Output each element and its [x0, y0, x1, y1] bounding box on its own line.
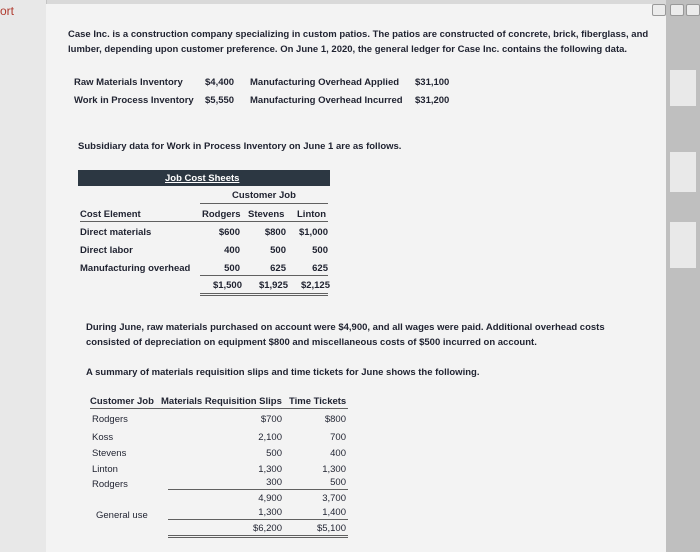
- summary-text: A summary of materials requisition slips and time tickets for June shows the following.: [86, 367, 480, 378]
- req-job: Rodgers: [92, 479, 128, 490]
- side-thumbnail: [670, 152, 696, 192]
- req-header-time: Time Tickets: [289, 396, 347, 407]
- total-cell: $1,925: [258, 280, 288, 291]
- corner-label: ort: [0, 4, 15, 18]
- cell: $600: [218, 227, 240, 238]
- req-job: Linton: [92, 464, 118, 475]
- double-rule: [200, 293, 328, 294]
- intro-paragraph: Case Inc. is a construction company specializing in custom patios. The patios are constructed of concrete, brick, fiberglass, and lumber, depending upon customer preference. On June 1, 2020, the general ledger for Case Inc. contains the following data.: [68, 29, 649, 55]
- total-rule: [200, 275, 328, 276]
- req-general-materials: 1,300: [258, 507, 282, 518]
- ledger-moh-incurred-label: Manufacturing Overhead Incurred: [250, 95, 403, 106]
- req-materials: 500: [266, 448, 282, 459]
- col-rodgers: Rodgers: [202, 209, 241, 220]
- req-time: 1,300: [322, 464, 346, 475]
- header-rule: [200, 203, 328, 204]
- left-window-strip: [0, 0, 47, 552]
- ledger-raw-label: Raw Materials Inventory: [74, 77, 183, 88]
- req-subtotal-materials: 4,900: [258, 493, 282, 504]
- row-label: Direct labor: [80, 245, 133, 256]
- req-materials: 2,100: [258, 432, 282, 443]
- req-job: Koss: [92, 432, 114, 443]
- col-stevens: Stevens: [248, 209, 285, 220]
- req-time: 500: [330, 477, 346, 488]
- subsidiary-text: Subsidiary data for Work in Process Inventory on June 1 are as follows.: [78, 141, 402, 152]
- row-label: Manufacturing overhead: [80, 263, 191, 274]
- header-rule: [80, 221, 328, 222]
- total-rule: [168, 519, 348, 520]
- total-cell: $2,125: [300, 280, 330, 291]
- req-total-materials: $6,200: [252, 523, 282, 534]
- cost-element-header: Cost Element: [80, 209, 141, 220]
- req-header-materials: Materials Requisition Slips: [161, 396, 282, 407]
- subtotal-rule: [168, 489, 348, 490]
- cell: 500: [312, 245, 328, 256]
- req-time: $800: [324, 414, 346, 425]
- req-time: 700: [330, 432, 346, 443]
- row-label: Direct materials: [80, 227, 152, 238]
- ledger-wip-label: Work in Process Inventory: [74, 95, 194, 106]
- window-button[interactable]: [686, 4, 700, 16]
- side-thumbnail: [670, 70, 696, 106]
- customer-job-header: Customer Job: [232, 190, 296, 201]
- cell: $1,000: [298, 227, 328, 238]
- ledger-moh-applied-label: Manufacturing Overhead Applied: [250, 77, 400, 88]
- ledger-moh-incurred-value: $31,200: [415, 95, 450, 106]
- ledger-moh-applied-value: $31,100: [415, 77, 450, 88]
- col-linton: Linton: [297, 209, 327, 220]
- req-job: Stevens: [92, 448, 127, 459]
- ledger-raw-value: $4,400: [205, 77, 235, 88]
- double-rule: [168, 537, 348, 538]
- req-materials: 1,300: [258, 464, 282, 475]
- cell: $800: [264, 227, 286, 238]
- req-general-label: General use: [96, 510, 148, 521]
- cell: 625: [270, 263, 286, 274]
- req-job: Rodgers: [92, 414, 128, 425]
- req-total-time: $5,100: [316, 523, 346, 534]
- ledger-wip-value: $5,550: [205, 95, 235, 106]
- total-cell: $1,500: [212, 280, 242, 291]
- header-rule: [90, 408, 348, 409]
- req-general-time: 1,400: [322, 507, 346, 518]
- right-window-strip: [666, 0, 700, 552]
- req-materials: 300: [266, 477, 282, 488]
- window-button[interactable]: [670, 4, 684, 16]
- req-subtotal-time: 3,700: [322, 493, 346, 504]
- double-rule: [200, 295, 328, 296]
- window-button[interactable]: [652, 4, 666, 16]
- side-thumbnail: [670, 222, 696, 268]
- job-cost-title: Job Cost Sheets: [165, 173, 240, 184]
- cell: 500: [270, 245, 286, 256]
- req-time: 400: [330, 448, 346, 459]
- req-materials: $700: [260, 414, 282, 425]
- june-paragraph: During June, raw materials purchased on account were $4,900, and all wages were paid. Additional overhead costs consisted of depreciation on equipment $800 and miscellaneous costs of $500 incurred on account.: [86, 322, 605, 348]
- cell: 400: [224, 245, 240, 256]
- req-header-job: Customer Job: [90, 396, 154, 407]
- cell: 625: [312, 263, 328, 274]
- double-rule: [168, 535, 348, 536]
- cell: 500: [224, 263, 240, 274]
